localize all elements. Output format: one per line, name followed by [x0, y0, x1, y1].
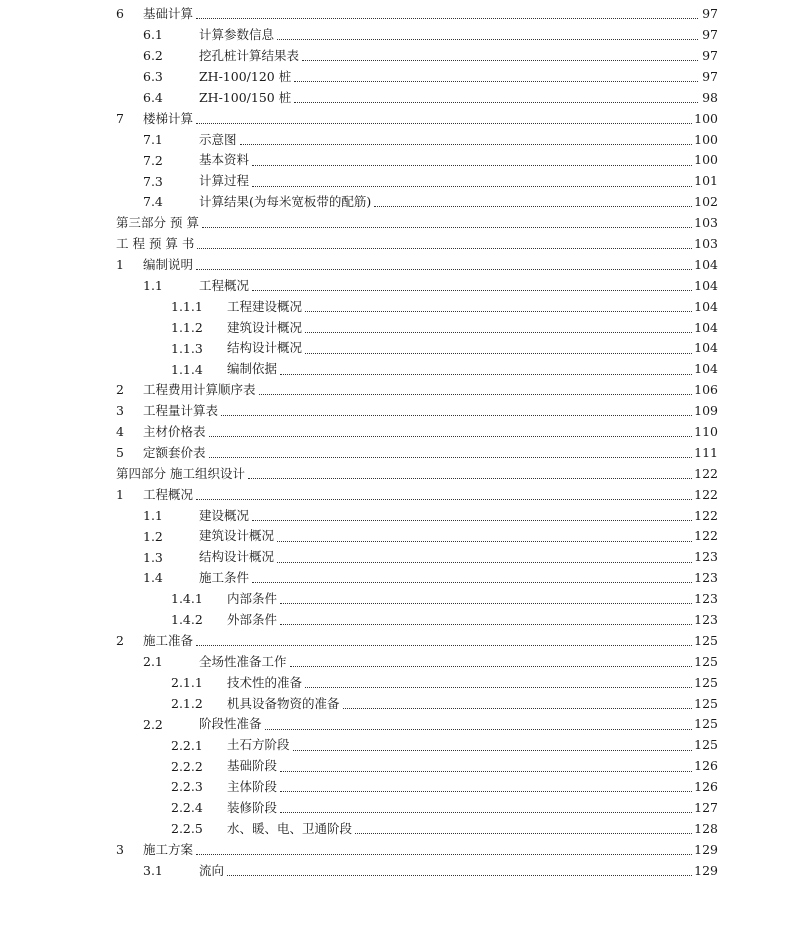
dot-leader	[196, 853, 692, 855]
toc-entry[interactable]	[0, 276, 795, 297]
toc-entry-page: 125	[694, 695, 718, 711]
toc-entry-number: 7.2	[143, 152, 163, 168]
dot-leader	[196, 17, 698, 19]
toc-entry-page: 104	[694, 319, 718, 335]
toc-entry-line	[199, 67, 718, 88]
toc-entry-number: 3	[116, 841, 124, 857]
toc-entry-line	[143, 401, 718, 422]
dot-leader	[294, 80, 698, 82]
toc-entry[interactable]	[0, 568, 795, 589]
toc-entry-title: 第三部分 预 算	[116, 215, 199, 231]
toc-entry-page: 126	[694, 758, 718, 774]
toc-entry-line	[116, 234, 718, 255]
dot-leader	[197, 247, 692, 249]
toc-entry-number: 7	[116, 110, 124, 126]
dot-leader	[280, 623, 692, 625]
dot-leader	[196, 644, 692, 646]
toc-entry-title: 基础计算	[143, 6, 194, 22]
toc-entry-line	[199, 652, 718, 673]
toc-entry[interactable]	[0, 67, 795, 88]
dot-leader	[280, 811, 692, 813]
toc-entry-line	[143, 631, 718, 652]
toc-entry-page: 110	[694, 424, 718, 439]
toc-entry-line	[199, 192, 718, 213]
toc-entry-page: 97	[702, 27, 718, 43]
toc-entry[interactable]	[0, 88, 795, 109]
toc-entry-line	[143, 255, 718, 276]
toc-entry-line	[227, 798, 718, 819]
toc-entry[interactable]	[0, 819, 795, 840]
toc-entry-page: 125	[694, 716, 718, 732]
toc-entry-number: 7.4	[143, 194, 163, 210]
toc-entry-title: 示意图	[199, 131, 237, 147]
dot-leader	[305, 352, 692, 354]
toc-entry[interactable]	[0, 108, 795, 129]
toc-entry-line	[116, 464, 718, 485]
toc-entry-page: 122	[694, 507, 718, 523]
toc-entry-title: 施工准备	[143, 632, 194, 648]
toc-entry-title: 主体阶段	[227, 779, 278, 795]
toc-entry[interactable]	[0, 317, 795, 338]
toc-entry-line	[143, 422, 718, 443]
toc-entry-number: 3	[116, 403, 124, 419]
toc-entry-title: ZH-100/150 桩	[199, 89, 292, 105]
dot-leader	[209, 435, 693, 437]
toc-entry-line	[227, 589, 718, 610]
toc-entry-number: 7.1	[143, 131, 163, 147]
toc-entry-title: 工程概况	[199, 277, 250, 293]
toc-entry-page: 109	[694, 403, 718, 419]
dot-leader	[343, 707, 693, 709]
toc-entry-number: 1.1.3	[171, 340, 203, 356]
toc-entry[interactable]	[0, 359, 795, 380]
toc-entry-number: 2.2.3	[171, 779, 203, 795]
toc-entry-page: 123	[694, 570, 718, 586]
toc-entry-line	[199, 129, 718, 150]
toc-entry[interactable]	[0, 484, 795, 505]
toc-entry-title: 外部条件	[227, 612, 278, 628]
toc-entry-number: 1.1.2	[171, 319, 203, 335]
toc-entry-page: 104	[694, 277, 718, 293]
dot-leader	[209, 456, 693, 458]
toc-entry-line	[227, 735, 718, 756]
toc-entry-page: 101	[694, 173, 718, 189]
toc-entry-number: 2.1	[143, 653, 163, 669]
toc-entry[interactable]	[0, 4, 795, 25]
dot-leader	[227, 874, 692, 876]
toc-entry-number: 2.2	[143, 716, 163, 732]
toc-entry-number: 2.2.1	[171, 737, 203, 753]
toc-entry-number: 1.1	[143, 507, 163, 523]
dot-leader	[290, 665, 693, 667]
toc-entry-line	[227, 296, 718, 317]
toc-entry[interactable]	[0, 798, 795, 819]
toc-entry-line	[227, 359, 718, 380]
toc-entry-number: 1	[116, 486, 124, 502]
toc-entry-page: 97	[702, 47, 718, 63]
toc-entry[interactable]	[0, 129, 795, 150]
toc-entry-line	[199, 505, 718, 526]
toc-entry-number: 2.1.2	[171, 695, 203, 711]
toc-entry-line	[199, 568, 718, 589]
toc-entry-title: 工程概况	[143, 486, 194, 502]
dot-leader	[196, 122, 692, 124]
toc-entry-title: 内部条件	[227, 591, 278, 607]
toc-entry-title: 全场性准备工作	[199, 653, 287, 669]
toc-entry-title: 建筑设计概况	[227, 319, 303, 335]
toc-entry-page: 100	[694, 110, 718, 126]
toc-entry-page: 103	[694, 235, 718, 251]
toc-entry-title: 建筑设计概况	[199, 528, 275, 544]
toc-entry-title: 基础阶段	[227, 758, 278, 774]
dot-leader	[280, 602, 692, 604]
toc-entry-number: 6.3	[143, 68, 163, 84]
toc-entry-title: 挖孔桩计算结果表	[199, 47, 300, 63]
dot-leader	[277, 38, 698, 40]
toc-entry-number: 1.2	[143, 528, 163, 544]
toc-entry-line	[143, 108, 718, 129]
dot-leader	[355, 832, 692, 834]
toc-entry-number: 1.1.4	[171, 361, 203, 377]
toc-entry-title: 结构设计概况	[227, 340, 303, 356]
toc-entry-number: 5	[116, 444, 124, 460]
dot-leader	[280, 373, 692, 375]
toc-entry-page: 125	[694, 737, 718, 753]
toc-entry-number: 1.3	[143, 549, 163, 565]
toc-entry-line	[143, 443, 718, 464]
toc-entry-line	[199, 276, 718, 297]
toc-entry-line	[227, 777, 718, 798]
toc-entry-title: 工程建设概况	[227, 298, 303, 314]
toc-entry-line	[199, 46, 718, 67]
toc-entry-page: 122	[694, 465, 718, 481]
toc-entry[interactable]	[0, 234, 795, 255]
toc-entry-line	[227, 819, 718, 840]
toc-entry-page: 111	[694, 444, 718, 460]
toc-entry[interactable]	[0, 589, 795, 610]
toc-entry[interactable]	[0, 171, 795, 192]
toc-entry-page: 128	[694, 820, 718, 836]
toc-entry[interactable]	[0, 464, 795, 485]
toc-entry-number: 1.4	[143, 570, 163, 586]
toc-entry-line	[116, 213, 718, 234]
toc-entry-title: 流向	[199, 862, 225, 878]
toc-entry-title: 机具设备物资的准备	[227, 695, 340, 711]
toc-entry-number: 6	[116, 6, 124, 22]
dot-leader	[305, 310, 692, 312]
toc-entry-number: 1.4.1	[171, 591, 203, 607]
toc-entry-page: 106	[694, 382, 718, 398]
dot-leader	[374, 205, 692, 207]
toc-entry-number: 1	[116, 256, 124, 272]
toc-entry-title: 土石方阶段	[227, 737, 290, 753]
toc-entry-page: 104	[694, 256, 718, 272]
toc-entry-number: 3.1	[143, 862, 163, 878]
dot-leader	[259, 393, 693, 395]
toc-entry-line	[199, 547, 718, 568]
toc-entry-number: 1.1	[143, 277, 163, 293]
toc-entry-title: 计算过程	[199, 173, 250, 189]
toc-entry-number: 2.2.5	[171, 820, 203, 836]
toc-entry-title: 装修阶段	[227, 800, 278, 816]
dot-leader	[277, 540, 692, 542]
dot-leader	[293, 749, 693, 751]
toc-entry-page: 104	[694, 298, 718, 314]
toc-entry[interactable]	[0, 25, 795, 46]
toc-entry-page: 97	[702, 68, 718, 84]
toc-entry[interactable]	[0, 652, 795, 673]
toc-entry-number: 6.4	[143, 89, 163, 105]
toc-entry-title: 第四部分 施工组织设计	[116, 465, 245, 481]
toc-entry-page: 125	[694, 674, 718, 690]
toc-entry-page: 122	[694, 528, 718, 544]
toc-entry[interactable]	[0, 840, 795, 861]
toc-entry[interactable]	[0, 380, 795, 401]
toc-entry-line	[227, 317, 718, 338]
toc-entry-number: 4	[116, 424, 124, 439]
toc-entry[interactable]	[0, 756, 795, 777]
toc-entry[interactable]	[0, 422, 795, 443]
toc-entry-title: 计算结果(为每米宽板带的配筋)	[199, 194, 372, 210]
toc-entry-title: 结构设计概况	[199, 549, 275, 565]
toc-entry-title: 工程费用计算顺序表	[143, 382, 256, 398]
dot-leader	[252, 164, 692, 166]
toc-entry-title: ZH-100/120 桩	[199, 68, 292, 84]
toc-entry-number: 7.3	[143, 173, 163, 189]
dot-leader	[265, 728, 693, 730]
toc-entry-page: 129	[694, 862, 718, 878]
toc-entry-line	[143, 840, 718, 861]
toc-entry[interactable]	[0, 610, 795, 631]
toc-entry-page: 103	[694, 215, 718, 231]
table-of-contents	[0, 4, 795, 881]
toc-entry-line	[199, 714, 718, 735]
toc-entry-number: 6.2	[143, 47, 163, 63]
toc-entry[interactable]	[0, 296, 795, 317]
dot-leader	[305, 331, 692, 333]
toc-entry-title: 施工方案	[143, 841, 194, 857]
toc-entry-title: 阶段性准备	[199, 716, 262, 732]
toc-entry[interactable]	[0, 693, 795, 714]
toc-entry-page: 104	[694, 340, 718, 356]
toc-entry-line	[227, 693, 718, 714]
toc-entry[interactable]	[0, 735, 795, 756]
toc-entry-line	[227, 673, 718, 694]
dot-leader	[248, 477, 692, 479]
toc-entry[interactable]	[0, 631, 795, 652]
toc-entry[interactable]	[0, 150, 795, 171]
toc-entry[interactable]	[0, 192, 795, 213]
toc-entry[interactable]	[0, 46, 795, 67]
toc-entry-title: 基本资料	[199, 152, 250, 168]
toc-entry[interactable]	[0, 714, 795, 735]
toc-entry-page: 98	[702, 89, 718, 105]
toc-entry-page: 123	[694, 612, 718, 628]
dot-leader	[252, 519, 692, 521]
toc-entry-line	[199, 88, 718, 109]
toc-entry-page: 100	[694, 152, 718, 168]
dot-leader	[252, 185, 692, 187]
toc-entry-page: 125	[694, 653, 718, 669]
toc-entry[interactable]	[0, 213, 795, 234]
toc-entry-number: 2	[116, 382, 124, 398]
toc-entry[interactable]	[0, 401, 795, 422]
toc-entry-number: 2	[116, 632, 124, 648]
toc-entry-title: 水、暖、电、卫通阶段	[227, 820, 353, 836]
toc-entry-page: 125	[694, 632, 718, 648]
toc-entry-number: 2.1.1	[171, 674, 203, 690]
dot-leader	[280, 790, 692, 792]
toc-entry-page: 127	[694, 800, 718, 816]
toc-entry-page: 104	[694, 361, 718, 377]
toc-entry[interactable]	[0, 338, 795, 359]
toc-entry-line	[143, 380, 718, 401]
dot-leader	[240, 143, 693, 145]
toc-entry-line	[227, 338, 718, 359]
dot-leader	[277, 561, 692, 563]
dot-leader	[294, 101, 698, 103]
dot-leader	[221, 414, 692, 416]
toc-entry[interactable]	[0, 505, 795, 526]
toc-entry-page: 123	[694, 549, 718, 565]
toc-entry-page: 122	[694, 486, 718, 502]
toc-entry-title: 编制依据	[227, 361, 278, 377]
dot-leader	[280, 770, 692, 772]
toc-entry-title: 定额套价表	[143, 444, 206, 460]
toc-entry-number: 2.2.2	[171, 758, 203, 774]
toc-entry-title: 建设概况	[199, 507, 250, 523]
toc-entry-page: 97	[702, 6, 718, 22]
toc-entry-number: 1.1.1	[171, 298, 203, 314]
toc-entry-line	[143, 484, 718, 505]
dot-leader	[196, 498, 692, 500]
dot-leader	[302, 59, 698, 61]
dot-leader	[252, 289, 692, 291]
toc-entry-title: 工程量计算表	[143, 403, 219, 419]
toc-entry-title: 计算参数信息	[199, 27, 275, 43]
toc-entry-title: 楼梯计算	[143, 110, 194, 126]
toc-entry-page: 123	[694, 591, 718, 607]
toc-entry-page: 102	[694, 194, 718, 210]
toc-entry-page: 129	[694, 841, 718, 857]
toc-entry-line	[199, 150, 718, 171]
toc-entry-title: 技术性的准备	[227, 674, 303, 690]
dot-leader	[305, 686, 692, 688]
toc-entry[interactable]	[0, 443, 795, 464]
toc-entry[interactable]	[0, 547, 795, 568]
toc-entry-title: 工 程 预 算 书	[116, 235, 195, 251]
toc-entry-number: 1.4.2	[171, 612, 203, 628]
toc-entry-title: 编制说明	[143, 256, 194, 272]
toc-entry-number: 6.1	[143, 27, 163, 43]
toc-entry-title: 主材价格表	[143, 424, 206, 439]
toc-entry-line	[227, 756, 718, 777]
toc-entry[interactable]	[0, 777, 795, 798]
toc-entry-line	[199, 861, 718, 882]
toc-entry[interactable]	[0, 861, 795, 882]
toc-entry-line	[199, 526, 718, 547]
toc-entry[interactable]	[0, 526, 795, 547]
dot-leader	[202, 226, 692, 228]
toc-entry[interactable]	[0, 255, 795, 276]
dot-leader	[252, 581, 692, 583]
toc-entry-line	[199, 25, 718, 46]
toc-entry-title: 施工条件	[199, 570, 250, 586]
toc-entry-page: 100	[694, 131, 718, 147]
toc-entry-number: 2.2.4	[171, 800, 203, 816]
toc-entry-line	[143, 4, 718, 25]
toc-entry-line	[199, 171, 718, 192]
toc-entry[interactable]	[0, 673, 795, 694]
toc-entry-page: 126	[694, 779, 718, 795]
toc-entry-line	[227, 610, 718, 631]
dot-leader	[196, 268, 692, 270]
